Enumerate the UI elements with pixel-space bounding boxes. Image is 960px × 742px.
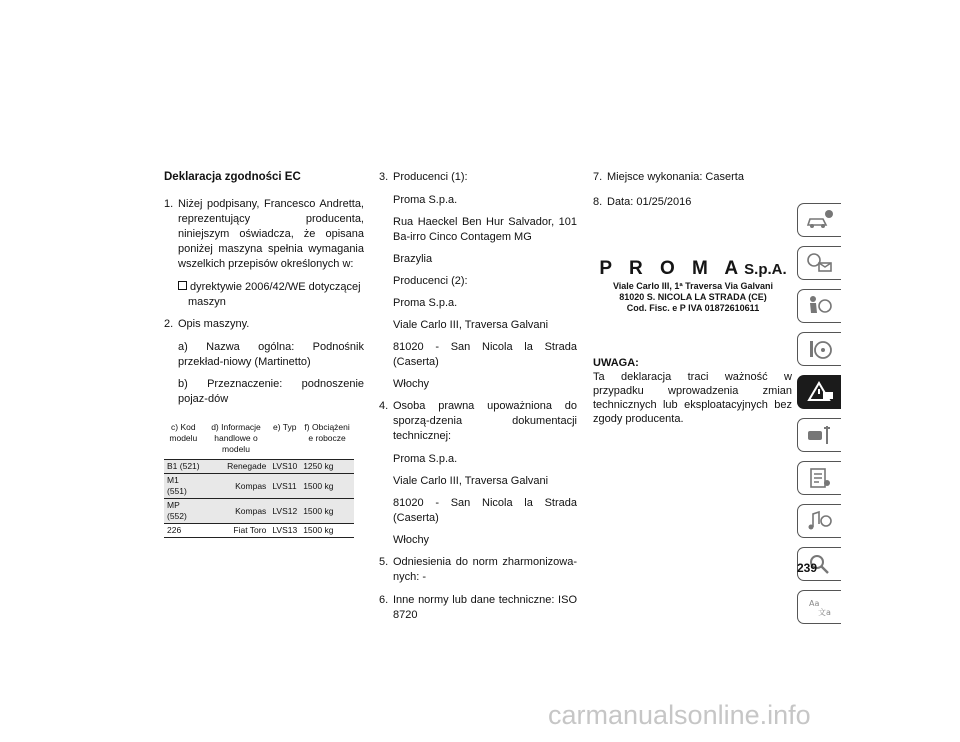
car-info-icon (805, 208, 835, 232)
item-text: Producenci (1): (393, 171, 468, 183)
item-number: 2. (164, 318, 174, 330)
item-number: 7. (593, 171, 603, 183)
producer-country: Brazylia (393, 253, 433, 265)
cell-type: LVS11 (269, 474, 300, 499)
producer-2-street: Viale Carlo III, Traversa Galvani (393, 319, 549, 331)
tab-car-info[interactable] (797, 203, 841, 237)
authorised-country: Włochy (393, 534, 430, 546)
item-text: Osoba prawna upoważniona do sporzą-dzenia dokumentacji technicznej: (393, 400, 577, 442)
steering-wheel-icon (805, 337, 835, 361)
svg-text:Aa: Aa (808, 599, 819, 608)
tab-service[interactable] (797, 418, 841, 452)
cell-trade-info: Kompas (203, 499, 270, 524)
airbag-person-icon (805, 294, 835, 318)
producer-2-label: Producenci (2): (393, 275, 468, 287)
cell-working-load: 1250 kg (300, 460, 354, 474)
svg-text:文a: 文a (817, 608, 831, 617)
right-column (593, 170, 792, 218)
stamp-brand-suffix: S.p.A. (744, 261, 787, 278)
stamp-city: 81020 S. NICOLA LA STRADA (CE) (619, 292, 767, 302)
stamp-address: Viale Carlo III, 1ª Traversa Via Galvani (612, 281, 774, 291)
cell-model-code: 226 (164, 524, 203, 538)
item-number: 3. (379, 171, 389, 183)
producer-2-city: 81020 - San Nicola la Strada (Caserta) (393, 341, 577, 368)
item-text: Data: 01/25/2016 (607, 196, 692, 208)
stamp-brand (593, 258, 793, 281)
list-item-6 (379, 593, 577, 623)
item-number: 6. (379, 594, 389, 606)
watermark: carmanualsonline.info (548, 700, 811, 730)
checkbox-icon (178, 281, 187, 290)
dashboard-message-icon (805, 251, 835, 275)
header-model-code: c) Kod modelu (164, 421, 203, 460)
page-number: 239 (797, 561, 818, 575)
models-table (164, 421, 354, 538)
tab-safety[interactable] (797, 289, 841, 323)
cell-type: LVS13 (269, 524, 300, 538)
item-text: Odniesienia do norm zharmonizowa-nych: - (393, 556, 577, 583)
middle-column (379, 170, 577, 631)
directive-text-line2: maszyn (188, 296, 226, 308)
producer-name: Proma S.p.a. (393, 194, 458, 206)
cell-trade-info: Renegade (203, 460, 270, 474)
authorised-city: 81020 - San Nicola la Strada (Caserta) (393, 497, 577, 524)
cell-model-code: MP (552) (164, 499, 203, 524)
item-text: Inne normy lub dane techniczne: ISO 8720 (393, 594, 577, 621)
list-item-7 (593, 170, 792, 185)
tab-dashboard[interactable] (797, 246, 841, 280)
table-header-row (164, 421, 354, 460)
cell-model-code: M1 (551) (164, 474, 203, 499)
left-column (164, 170, 364, 538)
cell-working-load: 1500 kg (300, 524, 354, 538)
stamp-tax-id: Cod. Fisc. e P IVA 01872610611 (626, 303, 760, 313)
directive-bullet (164, 280, 364, 310)
item-number: 4. (379, 400, 389, 412)
tab-emergency[interactable] (797, 375, 841, 409)
header-trade-info: d) Informacje handlowe o modelu (203, 421, 270, 460)
maintenance-checklist-icon (805, 466, 835, 490)
item-text: Niżej podpisany, Francesco Andretta, reprezentujący producenta, niniejszym oświadcza, że opisana poniżej maszyna spełnia wymagania wszelkich przepisów określonych w: (178, 198, 364, 270)
stamp-brand-name: P R O M A (599, 258, 745, 279)
table-row (164, 474, 354, 499)
machine-name: a) Nazwa ogólna: Podnośnik przekład-niowy (Martinetto) (178, 341, 364, 368)
car-service-tools-icon (805, 423, 835, 447)
note-title: UWAGA: (593, 357, 639, 369)
item-number: 5. (379, 556, 389, 568)
cell-working-load: 1500 kg (300, 474, 354, 499)
authorised-street: Viale Carlo III, Traversa Galvani (393, 475, 549, 487)
table-row (164, 460, 354, 474)
cell-trade-info: Kompas (203, 474, 270, 499)
table-row (164, 524, 354, 538)
item-text: Opis maszyny. (178, 318, 250, 330)
languages-icon (805, 595, 835, 619)
item-text: Miejsce wykonania: Caserta (607, 171, 744, 183)
producer-address: Rua Haeckel Ben Hur Salvador, 101 Ba-irro Cinco Contagem MG (393, 216, 577, 243)
item-number: 8. (593, 196, 603, 208)
cell-type: LVS12 (269, 499, 300, 524)
cell-trade-info: Fiat Toro (203, 524, 270, 538)
header-working-load: f) Obciążeni e robocze (300, 421, 354, 460)
list-item-2 (164, 317, 364, 332)
authorised-name: Proma S.p.a. (393, 453, 458, 465)
directive-text-line1: dyrektywie 2006/42/WE dotyczącej (190, 281, 361, 293)
tab-driving[interactable] (797, 332, 841, 366)
cell-model-code: B1 (521) (164, 460, 203, 474)
note-box (593, 356, 792, 426)
list-item-8 (593, 195, 792, 210)
cell-type: LVS10 (269, 460, 300, 474)
producer-2-name: Proma S.p.a. (393, 297, 458, 309)
header-type: e) Typ (269, 421, 300, 460)
machine-purpose: b) Przeznaczenie: podnoszenie pojaz-dów (178, 378, 364, 405)
list-item-4 (379, 399, 577, 444)
company-stamp (593, 258, 793, 314)
list-item-5 (379, 555, 577, 585)
tab-languages[interactable] (797, 590, 841, 624)
page-heading: Deklaracja zgodności EC (164, 171, 301, 183)
tab-technical[interactable] (797, 461, 841, 495)
warning-triangle-car-icon (805, 380, 835, 404)
music-navigation-icon (805, 509, 835, 533)
producer-2-country: Włochy (393, 378, 430, 390)
list-item-1 (164, 197, 364, 272)
list-item-3 (379, 170, 577, 185)
item-number: 1. (164, 198, 174, 210)
tab-multimedia[interactable] (797, 504, 841, 538)
cell-working-load: 1500 kg (300, 499, 354, 524)
note-body: Ta deklaracja traci ważność w przypadku wprowadzenia zmian technicznych lub eksploatacyjnych bez zgody producenta. (593, 371, 792, 425)
table-row (164, 499, 354, 524)
